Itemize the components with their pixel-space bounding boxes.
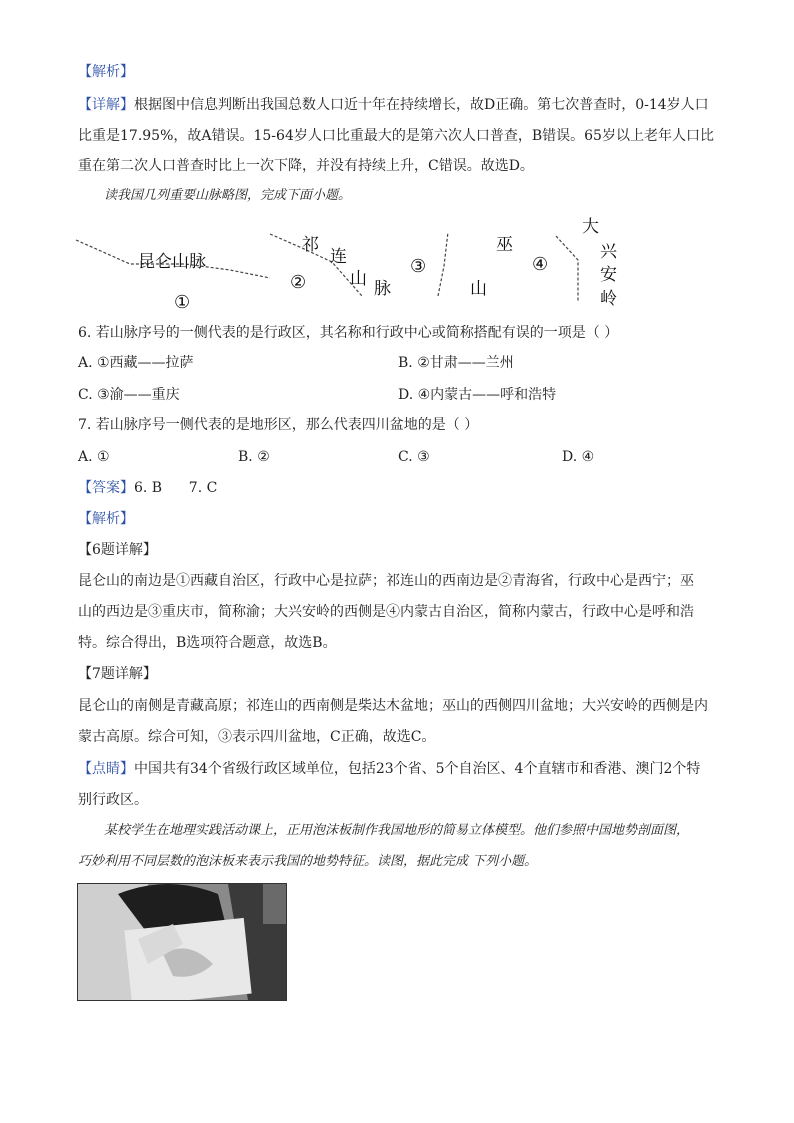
qilian-char-2: 连 <box>330 247 347 267</box>
wushan-number: ③ <box>410 256 427 277</box>
key-point-heading: 【点睛】 <box>78 761 134 777</box>
detail-heading: 【详解】 <box>78 97 134 113</box>
qilian-char-4: 脉 <box>374 279 391 299</box>
q7-detail-line-1: 昆仑山的南侧是青藏高原；祁连山的西南侧是柴达木盆地；巫山的西侧四川盆地；大兴安岭的西侧是内 <box>78 698 708 714</box>
q7-option-b[interactable]: B. ② <box>238 449 270 465</box>
q6-option-c[interactable]: C. ③渝——重庆 <box>78 387 180 403</box>
kunlun-label: 昆仑山脉 <box>138 252 206 272</box>
detail-line-2: 比重是17.95%，故A错误。15-64岁人口比重最大的是第六次人口普查，B错误。65岁以上老年人口比 <box>78 128 714 144</box>
question-6-stem: 6. 若山脉序号的一侧代表的是行政区，其名称和行政中心或简称搭配有误的一项是（ ） <box>78 325 619 341</box>
q6-detail-line-3: 特。综合得出，B选项符合题意，故选B。 <box>78 635 337 651</box>
kunlun-number: ① <box>174 292 191 312</box>
key-point-line-1 <box>78 759 700 779</box>
model-intro-line-2: 巧妙利用不同层数的泡沫板来表示我国的地势特征。读图，据此完成 下列小题。 <box>78 854 538 869</box>
key-point-text: 中国共有34个省级行政区域单位，包括23个省、5个自治区、4个直辖市和香港、澳门2个特 <box>134 761 701 777</box>
answer-text: 6. B 7. C <box>134 480 218 496</box>
student-foam-model-photo <box>77 883 287 1001</box>
wushan-range-line <box>438 232 448 296</box>
answer-line <box>78 478 217 498</box>
q7-option-c[interactable]: C. ③ <box>398 449 430 465</box>
detail-text: 根据图中信息判断出我国总数人口近十年在持续增长，故D正确。第七次普查时，0-14岁人口 <box>134 97 709 113</box>
khingan-char-1: 大 <box>582 217 599 237</box>
q7-detail-line-2: 蒙古高原。综合可知，③表示四川盆地，C正确，故选C。 <box>78 729 436 745</box>
khingan-range-line <box>556 236 578 302</box>
detail-line-3: 重在第二次人口普查时比上一次下降，并没有持续上升，C错误。故选D。 <box>78 158 534 174</box>
q6-detail-line-2: 山的西边是③重庆市，简称渝；大兴安岭的西侧是④内蒙古自治区，简称内蒙古，行政中心是呼和浩 <box>78 604 694 620</box>
q7-detail-heading: 【7题详解】 <box>78 666 157 682</box>
mountain-range-map <box>70 212 650 312</box>
khingan-number: ④ <box>532 254 549 275</box>
qilian-number: ② <box>290 272 307 293</box>
q6-option-d[interactable]: D. ④内蒙古——呼和浩特 <box>398 387 557 403</box>
model-intro-line-1: 某校学生在地理实践活动课上，正用泡沫板制作我国地形的简易立体模型。他们参照中国地势剖面图， <box>104 823 690 838</box>
detail-line-1 <box>78 95 709 115</box>
q6-option-a[interactable]: A. ①西藏——拉萨 <box>78 355 194 371</box>
analysis-heading-2: 【解析】 <box>78 511 134 527</box>
khingan-char-2: 兴 <box>600 242 617 262</box>
question-7-stem: 7. 若山脉序号一侧代表的是地形区，那么代表四川盆地的是（ ） <box>78 417 479 433</box>
khingan-char-3: 安 <box>600 265 617 285</box>
q7-option-a[interactable]: A. ① <box>78 449 110 465</box>
qilian-char-3: 山 <box>350 269 367 289</box>
key-point-line-2: 别行政区。 <box>78 792 148 808</box>
q6-detail-line-1: 昆仑山的南边是①西藏自治区，行政中心是拉萨；祁连山的西南边是②青海省，行政中心是西宁；巫 <box>78 573 694 589</box>
analysis-heading: 【解析】 <box>78 64 134 80</box>
khingan-char-4: 岭 <box>600 289 617 309</box>
qilian-char-1: 祁 <box>302 235 319 255</box>
wushan-char-1: 巫 <box>496 235 513 255</box>
answer-heading: 【答案】 <box>78 480 134 496</box>
wushan-char-2: 山 <box>470 279 487 299</box>
q6-detail-heading: 【6题详解】 <box>78 542 157 558</box>
q7-option-d[interactable]: D. ④ <box>562 449 595 465</box>
q6-option-b[interactable]: B. ②甘肃——兰州 <box>398 355 514 371</box>
question-intro-mountains: 读我国几列重要山脉略图，完成下面小题。 <box>104 188 352 203</box>
